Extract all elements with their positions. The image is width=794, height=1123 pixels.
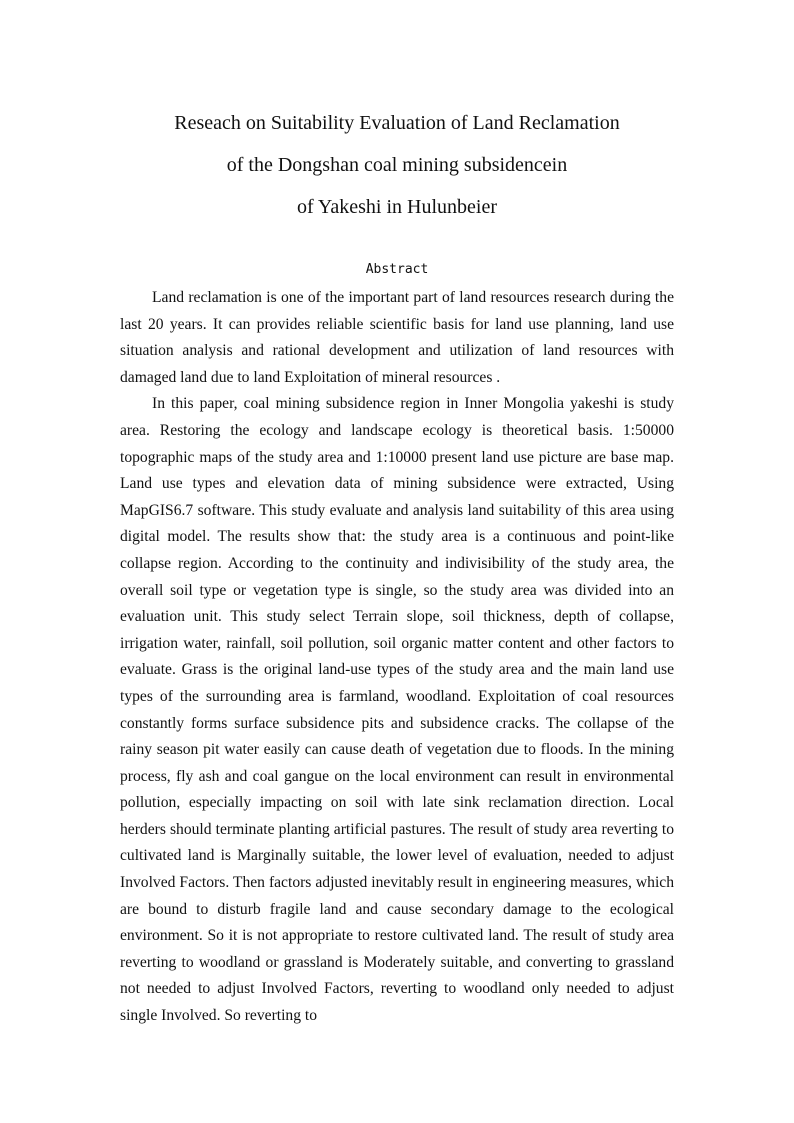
title-line-2: of the Dongshan coal mining subsidencein xyxy=(226,154,568,176)
abstract-body xyxy=(120,285,674,1030)
abstract-paragraph-1: Land reclamation is one of the important part of land resources research during the last 20 years. It can provides reliable scientific basis for land use planning, land use situation analysis and rational development and utilization of land resources with damaged land due to land Exploitation of mineral resources . xyxy=(120,289,674,386)
abstract-paragraph-2: In this paper, coal mining subsidence region in Inner Mongolia yakeshi is study area. Restoring the ecology and landscape ecology is theoretical basis. 1:50000 topographic maps of the study area and 1:10000 present land use picture are base map. Land use types and elevation data of mining subsidence were extracted, Using MapGIS6.7 software. This study evaluate and analysis land suitability of this area using digital model. The results show that: the study area is a continuous and point-like collapse region. According to the continuity and indivisibility of the study area, the overall soil type or vegetation type is single, so the study area was divided into an evaluation unit. This study select Terrain slope, soil thickness, depth of collapse, irrigation water, rainfall, soil pollution, soil organic matter content and other factors to evaluate. Grass is the original land-use types of the study area and the main land use types of the surrounding area is farmland, woodland. Exploitation of coal resources constantly forms surface subsidence pits and subsidence cracks. The collapse of the rainy season pit water easily can cause death of vegetation due to floods. In the mining process, fly ash and coal gangue on the local environment can result in environmental pollution, especially impacting on soil with late sink reclamation direction. Local herders should terminate planting artificial pastures. The result of study area reverting to cultivated land is Marginally suitable, the lower level of evaluation, needed to adjust Involved Factors. Then factors adjusted inevitably result in engineering measures, which are bound to disturb fragile land and cause secondary damage to the ecological environment. So it is not appropriate to restore cultivated land. The result of study area reverting to woodland or grassland is Moderately suitable, and converting to grassland not needed to adjust Involved Factors, reverting to woodland only needed to adjust single Involved. So reverting to xyxy=(120,395,674,1025)
title-line-3: of Yakeshi in Hulunbeier xyxy=(297,196,497,218)
title-line-1: Reseach on Suitability Evaluation of Land Reclamation xyxy=(174,112,620,134)
abstract-heading: Abstract xyxy=(365,262,429,277)
paper-title xyxy=(0,102,794,228)
